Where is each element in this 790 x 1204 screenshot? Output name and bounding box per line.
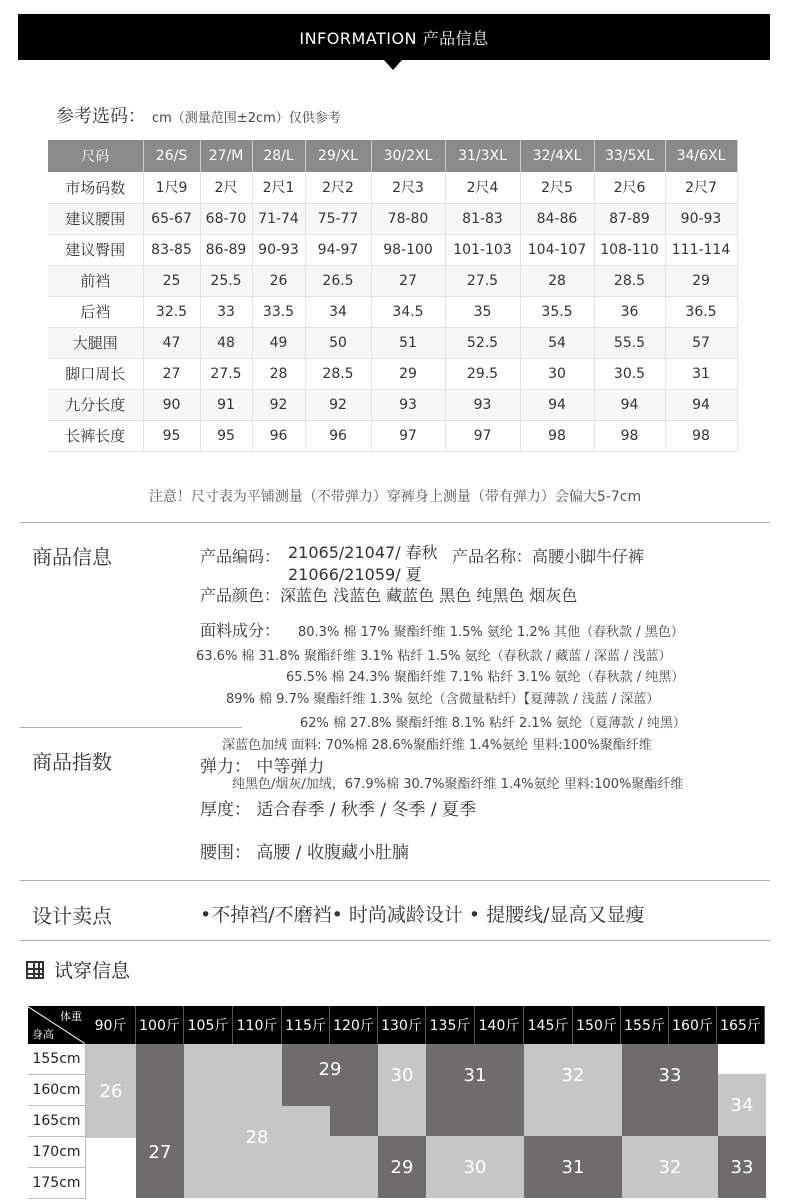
- size-cell: 36: [594, 296, 665, 327]
- waist-rise: 腰围： 高腰 / 收腹藏小肚腩: [200, 843, 409, 863]
- fit-size-label: 30: [463, 1156, 487, 1178]
- size-table: [48, 140, 738, 452]
- size-row-label: 脚口周长: [48, 358, 143, 389]
- size-cell: 27: [371, 265, 445, 296]
- banner-arrow-icon: [384, 60, 402, 70]
- size-cell: 28: [252, 358, 305, 389]
- size-row-label: 前裆: [48, 265, 143, 296]
- weight-header: 160斤: [669, 1006, 717, 1044]
- fit-block: [524, 1044, 622, 1136]
- fit-size-label-holder: [136, 1106, 184, 1198]
- fit-block: [622, 1136, 718, 1198]
- weight-header: 130斤: [378, 1006, 426, 1044]
- size-cell: 27.5: [445, 265, 520, 296]
- fit-size-label: 27: [148, 1141, 172, 1163]
- size-table-body: [48, 172, 737, 451]
- size-cell: 54: [520, 327, 594, 358]
- fit-block: [718, 1136, 766, 1198]
- measurement-note: 注意！尺寸表为平铺测量（不带弹力）穿裤身上测量（带有弹力）会偏大5-7cm: [148, 489, 642, 505]
- size-header-cell: 尺码: [48, 140, 143, 172]
- size-header-cell: 30/2XL: [371, 140, 445, 172]
- size-header-cell: 28/L: [252, 140, 305, 172]
- size-cell: 2尺6: [594, 172, 665, 203]
- fit-block: [426, 1136, 524, 1198]
- size-cell: 27.5: [200, 358, 252, 389]
- size-header-cell: 34/6XL: [665, 140, 737, 172]
- size-cell: 81-83: [445, 203, 520, 234]
- size-cell: 91: [200, 389, 252, 420]
- size-cell: 92: [252, 389, 305, 420]
- size-cell: 2尺5: [520, 172, 594, 203]
- size-table-row: [48, 203, 737, 234]
- size-cell: 94: [594, 389, 665, 420]
- height-label: 170cm: [28, 1137, 86, 1168]
- size-cell: 28: [520, 265, 594, 296]
- size-cell: 57: [665, 327, 737, 358]
- size-row-label: 建议腰围: [48, 203, 143, 234]
- size-table-row: [48, 358, 737, 389]
- size-cell: 94-97: [305, 234, 371, 265]
- size-cell: 29: [665, 265, 737, 296]
- product-code-line1: 21065/21047/ 春秋: [288, 543, 438, 562]
- size-table-header-row: [48, 140, 737, 172]
- size-header-cell: 26/S: [143, 140, 200, 172]
- size-table-row: [48, 327, 737, 358]
- divider: [20, 880, 770, 881]
- size-cell: 98: [594, 420, 665, 451]
- size-cell: 2尺2: [305, 172, 371, 203]
- size-reference-subtitle: cm（测量范围±2cm）仅供参考: [152, 111, 341, 126]
- weight-header: 105斤: [184, 1006, 233, 1044]
- size-cell: 90-93: [665, 203, 737, 234]
- size-table-row: [48, 234, 737, 265]
- size-table-row: [48, 420, 737, 451]
- size-table-row: [48, 389, 737, 420]
- fit-block: [330, 1136, 378, 1198]
- fit-size-label: 32: [658, 1156, 682, 1178]
- size-row-label: 长裤长度: [48, 420, 143, 451]
- size-row-label: 后裆: [48, 296, 143, 327]
- weight-header: 145斤: [524, 1006, 573, 1044]
- height-label: 155cm: [28, 1044, 86, 1075]
- size-cell: 96: [252, 420, 305, 451]
- size-row-label: 建议臀围: [48, 234, 143, 265]
- size-cell: 2尺4: [445, 172, 520, 203]
- size-cell: 52.5: [445, 327, 520, 358]
- fit-size-label: 28: [245, 1126, 269, 1148]
- divider: [20, 727, 242, 728]
- size-cell: 50: [305, 327, 371, 358]
- size-cell: 78-80: [371, 203, 445, 234]
- weight-header: 150斤: [573, 1006, 621, 1044]
- size-row-label: 市场码数: [48, 172, 143, 203]
- size-table-row: [48, 172, 737, 203]
- size-cell: 33: [200, 296, 252, 327]
- size-cell: 83-85: [143, 234, 200, 265]
- size-cell: 55.5: [594, 327, 665, 358]
- size-cell: 96: [305, 420, 371, 451]
- size-header-cell: 29/XL: [305, 140, 371, 172]
- fit-size-label: 33: [730, 1156, 754, 1178]
- size-cell: 30: [520, 358, 594, 389]
- size-cell: 92: [305, 389, 371, 420]
- size-cell: 95: [200, 420, 252, 451]
- weight-header: 120斤: [330, 1006, 378, 1044]
- height-label: 175cm: [28, 1168, 86, 1199]
- size-header-cell: 31/3XL: [445, 140, 520, 172]
- size-cell: 2尺7: [665, 172, 737, 203]
- fit-size-label: 31: [561, 1156, 585, 1178]
- size-cell: 101-103: [445, 234, 520, 265]
- size-cell: 75-77: [305, 203, 371, 234]
- fit-block: [524, 1136, 622, 1198]
- fabric-composition-2: 63.6% 棉 31.8% 聚酯纤维 3.1% 粘纤 1.5% 氨纶（春秋款 / 藏蓝 / 深蓝 / 浅蓝）: [196, 649, 672, 664]
- fit-size-label: 31: [463, 1064, 487, 1086]
- size-cell: 97: [371, 420, 445, 451]
- fit-size-label: 34: [730, 1094, 754, 1116]
- design-title: 设计卖点: [32, 904, 112, 928]
- size-cell: 93: [445, 389, 520, 420]
- size-cell: 31: [665, 358, 737, 389]
- size-cell: 2尺3: [371, 172, 445, 203]
- size-header-cell: 33/5XL: [594, 140, 665, 172]
- fit-size-label: 26: [99, 1080, 123, 1102]
- fit-block: [378, 1044, 426, 1136]
- fit-block: [184, 1044, 282, 1106]
- size-header-cell: 27/M: [200, 140, 252, 172]
- elasticity: 弹力： 中等弹力: [200, 757, 325, 777]
- fabric-composition-5: 62% 棉 27.8% 聚酯纤维 8.1% 粘纤 2.1% 氨纶（夏薄款 / 纯黑）: [300, 716, 686, 731]
- fit-block: [86, 1044, 136, 1138]
- size-cell: 25.5: [200, 265, 252, 296]
- size-cell: 111-114: [665, 234, 737, 265]
- size-cell: 95: [143, 420, 200, 451]
- weight-header: 140斤: [475, 1006, 524, 1044]
- header-banner: [18, 14, 770, 60]
- fabric-label: 面料成分：: [200, 621, 281, 640]
- product-info-title: 商品信息: [32, 545, 112, 569]
- size-cell: 49: [252, 327, 305, 358]
- weight-header: 110斤: [233, 1006, 282, 1044]
- divider: [20, 940, 770, 941]
- fabric-composition-4: 89% 棉 9.7% 聚酯纤维 1.3% 氨纶（含微量粘纤）【夏薄款 / 浅蓝 / 深蓝）: [226, 692, 660, 707]
- weight-header: 135斤: [426, 1006, 475, 1044]
- weight-header: 115斤: [282, 1006, 330, 1044]
- size-cell: 32.5: [143, 296, 200, 327]
- fit-block: [718, 1074, 766, 1136]
- size-cell: 48: [200, 327, 252, 358]
- fit-size-label: 30: [390, 1064, 414, 1086]
- fleece-composition-2: 纯黑色/烟灰/加绒，67.9%棉 30.7%聚酯纤维 1.4%氨纶 里料:100%聚酯纤维: [232, 777, 684, 792]
- grid-icon: [26, 961, 44, 979]
- weight-header: 90斤: [86, 1006, 136, 1044]
- size-cell: 2尺: [200, 172, 252, 203]
- try-on-corner: [28, 1006, 86, 1044]
- fit-size-label: 32: [561, 1064, 585, 1086]
- product-color: 产品颜色：深蓝色 浅蓝色 藏蓝色 黑色 纯黑色 烟灰色: [200, 586, 578, 605]
- size-reference-heading: [56, 102, 341, 128]
- weight-header: 155斤: [621, 1006, 669, 1044]
- size-cell: 27: [143, 358, 200, 389]
- size-row-label: 九分长度: [48, 389, 143, 420]
- size-cell: 35.5: [520, 296, 594, 327]
- size-cell: 30.5: [594, 358, 665, 389]
- weight-header: 100斤: [136, 1006, 184, 1044]
- size-cell: 90-93: [252, 234, 305, 265]
- size-cell: 90: [143, 389, 200, 420]
- size-cell: 98: [520, 420, 594, 451]
- corner-height-label: 身高: [32, 1028, 54, 1041]
- size-cell: 26: [252, 265, 305, 296]
- try-on-heading: [26, 956, 130, 983]
- fleece-composition-1: 深蓝色加绒 面料: 70%棉 28.6%聚酯纤维 1.4%氨纶 里料:100%聚酯纤维: [222, 738, 652, 753]
- size-cell: 34: [305, 296, 371, 327]
- size-cell: 68-70: [200, 203, 252, 234]
- size-cell: 94: [520, 389, 594, 420]
- size-cell: 28.5: [305, 358, 371, 389]
- product-code-line2: 21066/21059/ 夏: [288, 565, 422, 584]
- size-cell: 33.5: [252, 296, 305, 327]
- thickness: 厚度： 适合春季 / 秋季 / 冬季 / 夏季: [200, 800, 477, 820]
- size-cell: 29: [371, 358, 445, 389]
- design-points: •不掉裆/不磨裆• 时尚减龄设计 • 提腰线/显高又显瘦: [200, 904, 645, 926]
- size-cell: 84-86: [520, 203, 594, 234]
- height-label: 160cm: [28, 1075, 86, 1106]
- size-cell: 65-67: [143, 203, 200, 234]
- size-table-row: [48, 265, 737, 296]
- try-on-chart: [28, 1006, 766, 1198]
- size-reference-title: 参考选码：: [56, 106, 146, 127]
- size-cell: 26.5: [305, 265, 371, 296]
- size-cell: 47: [143, 327, 200, 358]
- size-cell: 36.5: [665, 296, 737, 327]
- fit-block: [330, 1106, 378, 1136]
- size-cell: 35: [445, 296, 520, 327]
- divider: [20, 522, 770, 523]
- size-cell: 104-107: [520, 234, 594, 265]
- fit-block: [426, 1044, 524, 1136]
- fit-block: [184, 1106, 330, 1198]
- product-name: 产品名称：高腰小脚牛仔裤: [452, 547, 645, 566]
- corner-weight-label: 体重: [60, 1010, 82, 1023]
- size-row-label: 大腿围: [48, 327, 143, 358]
- size-cell: 71-74: [252, 203, 305, 234]
- height-label: 165cm: [28, 1106, 86, 1137]
- size-cell: 108-110: [594, 234, 665, 265]
- fit-size-label: 29: [390, 1156, 414, 1178]
- fit-block: [622, 1044, 718, 1136]
- size-cell: 87-89: [594, 203, 665, 234]
- size-cell: 93: [371, 389, 445, 420]
- fit-block: [378, 1136, 426, 1198]
- size-cell: 94: [665, 389, 737, 420]
- fit-size-label: 29: [318, 1058, 342, 1080]
- size-cell: 51: [371, 327, 445, 358]
- banner-title: INFORMATION 产品信息: [299, 29, 489, 48]
- size-table-row: [48, 296, 737, 327]
- size-cell: 98-100: [371, 234, 445, 265]
- size-cell: 2尺1: [252, 172, 305, 203]
- size-header-cell: 32/4XL: [520, 140, 594, 172]
- fabric-composition-3: 65.5% 棉 24.3% 聚酯纤维 7.1% 粘纤 3.1% 氨纶（春秋款 / 纯黑）: [286, 670, 685, 685]
- product-index-title: 商品指数: [32, 750, 112, 774]
- size-cell: 1尺9: [143, 172, 200, 203]
- fit-size-label: 33: [658, 1064, 682, 1086]
- product-code-label: 产品编码：: [200, 547, 281, 566]
- size-cell: 86-89: [200, 234, 252, 265]
- fit-block: [282, 1044, 378, 1106]
- size-cell: 25: [143, 265, 200, 296]
- try-on-title: 试穿信息: [54, 960, 131, 982]
- size-cell: 97: [445, 420, 520, 451]
- size-cell: 34.5: [371, 296, 445, 327]
- fabric-composition-1: 80.3% 棉 17% 聚酯纤维 1.5% 氨纶 1.2% 其他（春秋款 / 黑色）: [298, 625, 684, 640]
- size-cell: 29.5: [445, 358, 520, 389]
- weight-header: 165斤: [717, 1006, 765, 1044]
- size-cell: 98: [665, 420, 737, 451]
- size-cell: 28.5: [594, 265, 665, 296]
